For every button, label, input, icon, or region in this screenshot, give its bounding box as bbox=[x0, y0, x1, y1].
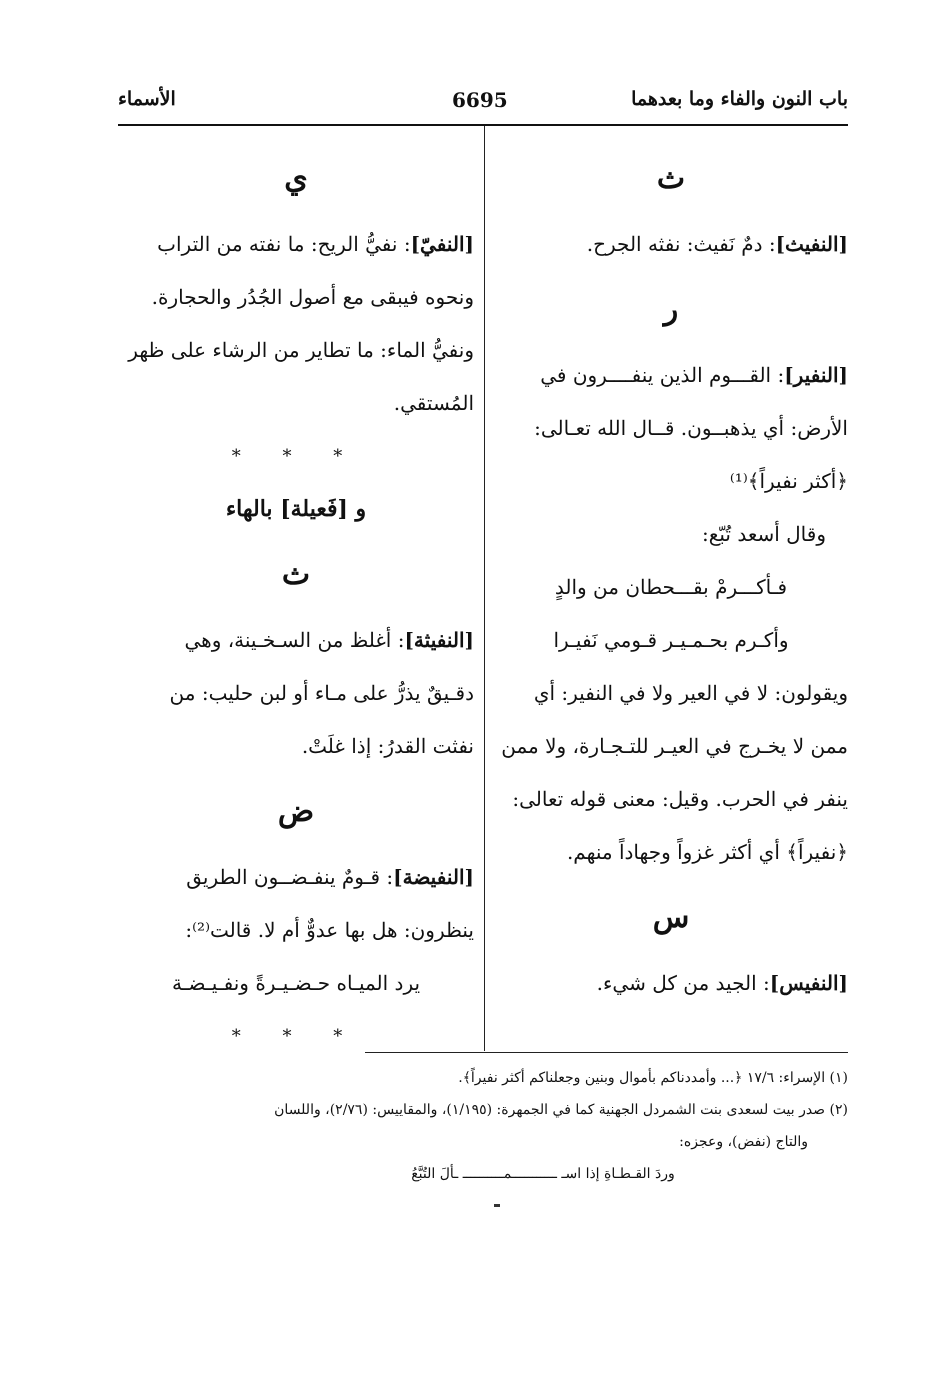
header-rule bbox=[118, 124, 848, 126]
entry-nafir-line-1 bbox=[494, 349, 848, 402]
print-mark bbox=[494, 1204, 500, 1207]
footnote-2-verse: وردَ القـطـاةِ إذا اسـ ـــــــــــمــــــــــ ـألَ التُبَّعُ bbox=[411, 1166, 675, 1182]
right-column bbox=[494, 140, 848, 1010]
entry-nafida-line-1 bbox=[118, 851, 474, 904]
entry-nafis bbox=[494, 957, 848, 1010]
verse-second-half: وأكـرم بحـمـيـر قـومي نَفيـرا bbox=[553, 628, 789, 652]
entry-head: [النفيّ] bbox=[410, 232, 474, 256]
footnote-rule bbox=[365, 1052, 848, 1053]
verse-first-half: فـأكـــرمْ بقـــحطان من والدٍ bbox=[554, 575, 788, 599]
left-column bbox=[118, 140, 474, 1063]
entry-text: : دمٌ نَفيث: نفثه الجرح. bbox=[586, 232, 776, 256]
footnotes bbox=[118, 1062, 848, 1190]
letter-heading-ra: ر bbox=[663, 292, 679, 327]
subheading-faila: و [فَعيلة] بالهاء bbox=[225, 496, 367, 522]
letter-heading-dad: ض bbox=[277, 794, 315, 829]
entry-head: [النفيس] bbox=[769, 971, 848, 995]
entry-nafiy-line-3: ونفيُّ الماء: ما تطاير من الرشاء على ظهر bbox=[128, 338, 474, 362]
entry-text: : قـومٌ ينفـضــون الطريق bbox=[186, 865, 394, 889]
entry-nafida-line-2: ينظرون: هل بها عدوٌّ أم لا. قالت⁽²⁾: bbox=[185, 918, 474, 942]
saying-line-1: ويقولون: لا في العير ولا في النفير: أي bbox=[533, 681, 848, 705]
letter-heading-tha: ث bbox=[281, 557, 311, 592]
letter-heading-sin: س bbox=[652, 900, 690, 935]
saying-line-2: ممن لا يخـرج في العيـر للتـجـارة، ولا ممن bbox=[501, 734, 848, 758]
entry-nafitha-line-1 bbox=[118, 614, 474, 667]
page-number: 6695 bbox=[452, 88, 508, 112]
section-separator: * * * bbox=[231, 446, 361, 467]
footnote-2-line-2: والتاج (نفض)، وعجزه: bbox=[679, 1134, 808, 1150]
entry-head: [النفيثة] bbox=[404, 628, 474, 652]
entry-head: [النفيضة] bbox=[393, 865, 474, 889]
poet-intro: وقال أسعد تُبّع: bbox=[701, 522, 826, 546]
page-header bbox=[118, 82, 848, 122]
entry-nafiy-line-2: ونحوه فيبقى مع أصول الجُدُر والحجارة. bbox=[151, 285, 474, 309]
entry-text: : أغلظ من السـخـينة، وهي bbox=[184, 628, 405, 652]
footnote-2-line-1: (٢) صدر بيت لسعدى بنت الشمردل الجهنية كما في الجمهرة: (١/١٩٥)، والمقاييس: (٢/٧٦)، واللسان bbox=[274, 1102, 848, 1118]
entry-text: : القـــوم الذين ينفــــرون في bbox=[540, 363, 785, 387]
entry-head: [النفيث] bbox=[775, 232, 848, 256]
section-separator: * * * bbox=[231, 1026, 361, 1047]
chapter-title: باب النون والفاء وما بعدهما bbox=[631, 88, 848, 110]
column-divider bbox=[484, 126, 485, 1051]
section-title: الأسماء bbox=[118, 88, 176, 110]
entry-nafiy-line-4: المُستقي. bbox=[393, 391, 474, 415]
letter-heading-ya: ي bbox=[284, 161, 308, 196]
entry-nafir-line-3: ﴿أكثر نفيراً﴾⁽¹⁾ bbox=[729, 469, 848, 493]
entry-text: : الجيد من كل شيء. bbox=[596, 971, 770, 995]
saying-line-3: ينفر في الحرب. وقيل: معنى قوله تعالى: bbox=[512, 787, 848, 811]
footnote-1: (١) الإسراء: ١٧/٦ ﴿... وأمددناكم بأموال وبنين وجعلناكم أكثر نفيراً﴾. bbox=[458, 1070, 848, 1086]
saying-line-4: ﴿نفيراً﴾ أي أكثر غزواً وجهاداً منهم. bbox=[566, 840, 848, 864]
letter-heading-tha: ث bbox=[656, 161, 686, 196]
entry-nafith bbox=[494, 218, 848, 271]
entry-text: : نفيُّ الريح: ما نفته من التراب bbox=[157, 232, 411, 256]
verse: يرد الميـاه حـضـيـرةً ونفـيـضـة bbox=[171, 971, 421, 995]
entry-nafiy-line-1 bbox=[118, 218, 474, 271]
entry-nafitha-line-2: دقـيقٌ يذرُّ على مـاء أو لبن حليب: من bbox=[169, 681, 474, 705]
entry-head: [النفير] bbox=[784, 363, 848, 387]
entry-nafitha-line-3: نفثت القدرُ: إذا غلَتْ. bbox=[301, 734, 474, 758]
entry-nafir-line-2: الأرض: أي يذهبــون. قــال الله تعـالى: bbox=[534, 416, 848, 440]
